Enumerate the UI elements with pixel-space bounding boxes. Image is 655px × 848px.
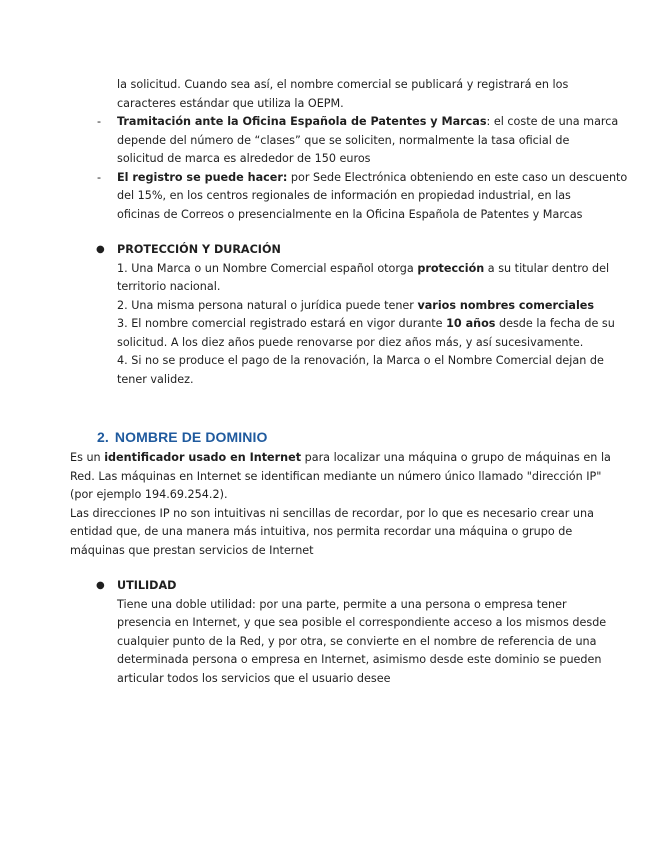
text-span: 1. Una Marca o un Nombre Comercial español otorga [117, 261, 418, 275]
dash-item-tramitacion [97, 113, 627, 169]
text-line: articular todos los servicios que el usuario desee [117, 671, 391, 685]
text-line: (por ejemplo 194.69.254.2). [70, 488, 228, 501]
bullet-marker: ● [96, 580, 105, 591]
text-line: presencia en Internet, y que sea posible el correspondiente acceso a los mismos desde [117, 616, 607, 629]
text-line: solicitud de marca es alrededor de 150 euros [117, 152, 371, 165]
bullet-item [96, 577, 607, 688]
dash-marker: - [97, 115, 102, 128]
text-line [117, 260, 615, 279]
text-span: desde la fecha de su [495, 317, 615, 330]
bullet-proteccion [96, 241, 615, 389]
text-span: : el coste de una marca [486, 115, 619, 128]
continuation-paragraph [117, 76, 568, 113]
text-span: Es un [70, 451, 105, 464]
text-line [117, 315, 615, 334]
text-line: máquinas que prestan servicios de Internet [70, 543, 314, 557]
text-line [70, 449, 611, 468]
text-line: Red. Las máquinas en Internet se identifican mediante un número único llamado "dirección IP" [70, 469, 602, 483]
heading-number: 2. [97, 429, 109, 445]
bullet-item [96, 241, 615, 389]
subtitle-text: UTILIDAD [117, 579, 177, 592]
text-line: la solicitud. Cuando sea así, el nombre comercial se publicará y registrará en los [117, 78, 569, 91]
text-line [117, 169, 627, 188]
bold-term: identificador usado en Internet [104, 451, 302, 464]
text-line: oficinas de Correos o presencialmente en la Oficina Española de Patentes y Marcas [117, 207, 583, 221]
section-subtitle [117, 241, 615, 260]
text-span: a su titular dentro del [484, 261, 610, 275]
text-line [117, 113, 627, 132]
dash-marker: - [97, 170, 102, 184]
text-span: 2. Una misma persona natural o jurídica puede tener [117, 298, 418, 312]
bullet-utilidad [96, 577, 607, 688]
dash-item-registro [97, 169, 628, 225]
text-line: del 15%, en los centros regionales de información en propiedad industrial, en las [117, 189, 571, 202]
bold-term: El registro se puede hacer: [117, 170, 288, 184]
text-span: para localizar una máquina o grupo de máquinas en la [301, 451, 611, 464]
text-line: entidad que, de una manera más intuitiva, nos permita recordar una máquina o grupo de [70, 525, 573, 538]
text-line: Tiene una doble utilidad: por una parte, permite a una persona o empresa tener [117, 597, 567, 611]
text-span: 3. El nombre comercial registrado estará en vigor durante [117, 317, 447, 330]
bold-term: Tramitación ante la Oficina Española de Patentes y Marcas [117, 115, 487, 128]
dash-list [97, 113, 628, 224]
bold-term: varios nombres comerciales [417, 298, 595, 312]
text-line: tener validez. [117, 372, 194, 386]
text-line: Las direcciones IP no son intuitivas ni sencillas de recordar, por lo que es necesario crear una [70, 506, 594, 520]
section2-body [70, 449, 611, 560]
section-heading-nombre-dominio [97, 428, 267, 446]
text-line: solicitud. A los diez años puede renovarse por diez años más, y así sucesivamente. [117, 335, 584, 349]
text-line: determinada persona o empresa en Internet, asimismo desde este dominio se pueden [117, 653, 602, 666]
text-line [117, 297, 615, 316]
bullet-marker: ● [96, 244, 105, 255]
text-span: por Sede Electrónica obteniendo en este caso un descuento [287, 170, 628, 184]
bold-term: protección [417, 261, 485, 275]
text-line: 4. Si no se produce el pago de la renovación, la Marca o el Nombre Comercial dejan de [117, 354, 604, 367]
text-line: cualquier punto de la Red, y por otra, se convierte en el nombre de referencia de una [117, 634, 597, 648]
text-line: depende del número de “clases” que se soliciten, normalmente la tasa oficial de [117, 133, 570, 147]
heading-title: NOMBRE DE DOMINIO [114, 429, 268, 445]
text-line: caracteres estándar que utiliza la OEPM. [117, 96, 344, 110]
section-subtitle [117, 577, 606, 596]
subtitle-text: PROTECCIÓN Y DURACIÓN [117, 243, 281, 256]
text-line: territorio nacional. [117, 280, 221, 293]
bold-term: 10 años [446, 317, 496, 330]
